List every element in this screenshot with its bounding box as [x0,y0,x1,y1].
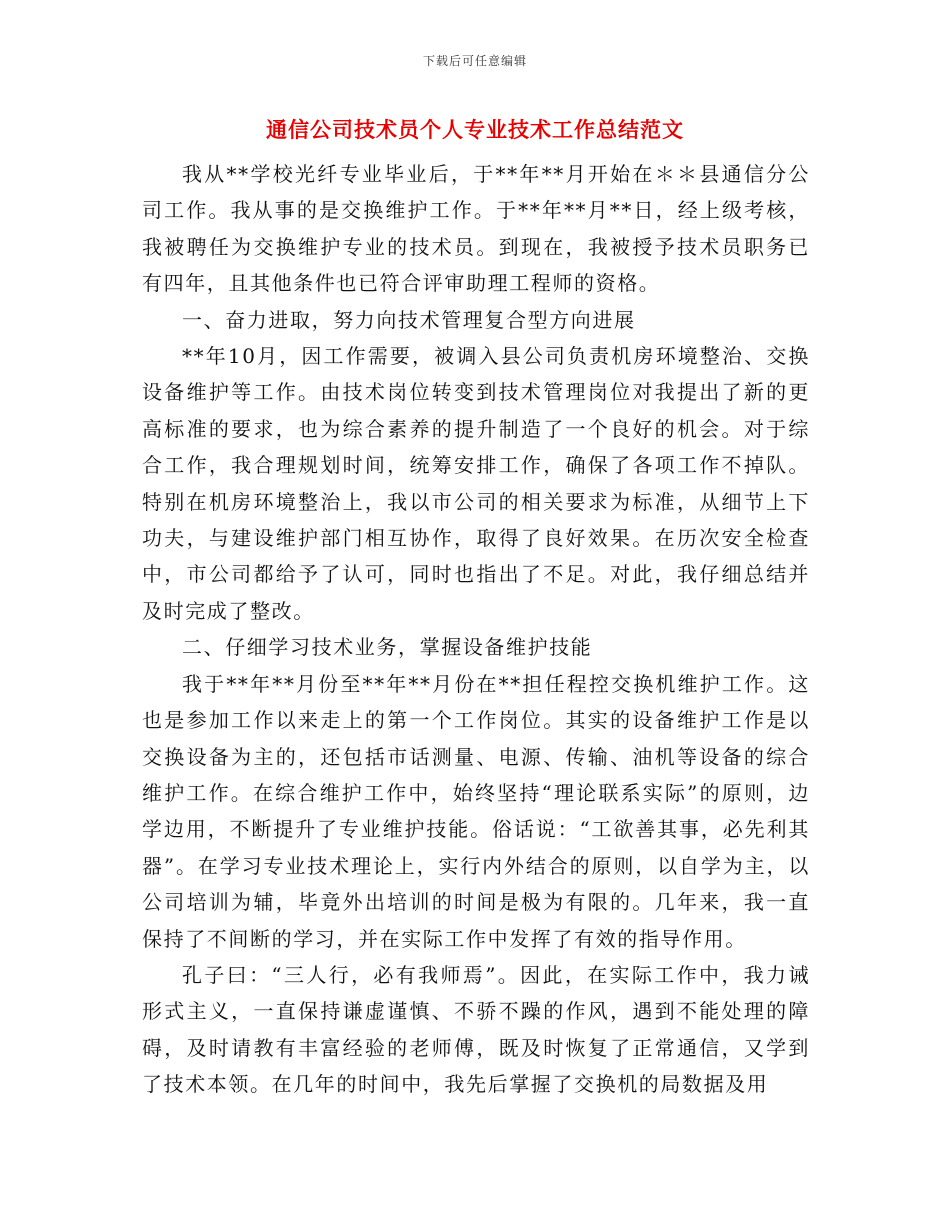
section-heading-2: 二、仔细学习技术业务，掌握设备维护技能 [182,635,593,660]
document-title: 通信公司技术员个人专业技术工作总结范文 [266,117,684,142]
paragraph-section-2-continued: 孔子曰：“三人行，必有我师焉”。因此，在实际工作中，我力诫形式主义，一直保持谦虚谨慎、不骄不躁的作风，遇到不能处理的障碍，及时请教有丰富经验的老师傅，既及时恢复了正常通信，又学到了技术本领。在几年的时间中，我先后掌握了交换机的局数据及用 [142,962,810,1097]
paragraph-section-2: 我于**年**月份至**年**月份在**担任程控交换机维护工作。这也是参加工作以来走上的第一个工作岗位。其实的设备维护工作是以交换设备为主的，还包括市话测量、电源、传输、油机等设备的综合维护工作。在综合维护工作中，始终坚持“理论联系实际”的原则，边学边用，不断提升了专业维护技能。俗话说：“工欲善其事，必先利其器”。在学习专业技术理论上，实行内外结合的原则，以自学为主，以公司培训为辅，毕竟外出培训的时间是极为有限的。几年来，我一直保持了不间断的学习，并在实际工作中发挥了有效的指导作用。 [142,671,810,951]
document-body [142,156,810,1103]
section-heading-1: 一、奋力进取，努力向技术管理复合型方向进展 [182,307,636,332]
paragraph-section-1: **年10月，因工作需要，被调入县公司负责机房环境整治、交换设备维护等工作。由技术岗位转变到技术管理岗位对我提出了新的更高标准的要求，也为综合素养的提升制造了一个良好的机会。对于综合工作，我合理规划时间，统筹安排工作，确保了各项工作不掉队。特别在机房环境整治上，我以市公司的相关要求为标准，从细节上下功夫，与建设维护部门相互协作，取得了良好效果。在历次安全检查中，市公司都给予了认可，同时也指出了不足。对此，我仔细总结并及时完成了整改。 [142,344,810,623]
paragraph-intro: 我从**学校光纤专业毕业后，于**年**月开始在＊＊县通信分公司工作。我从事的是交换维护工作。于**年**月**日，经上级考核，我被聘任为交换维护专业的技术员。到现在，我被授予技术员职务已有四年，且其他条件也已符合评审助理工程师的资格。 [142,162,810,296]
header-note: 下载后可任意编辑 [422,54,527,68]
